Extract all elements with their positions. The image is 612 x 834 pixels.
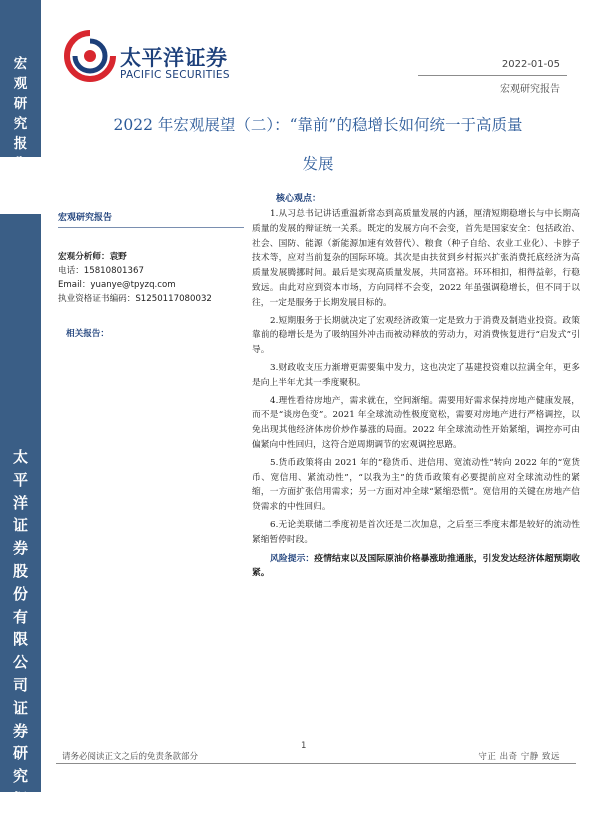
risk-warning — [252, 552, 580, 582]
sidebar-bottom-char: 股 — [12, 561, 28, 580]
sidebar-bottom-char: 证 — [12, 516, 28, 535]
brand-name-english: PACIFIC SECURITIES — [120, 69, 230, 81]
analyst-phone: 电话：15810801367 — [58, 266, 144, 276]
footer-divider — [56, 763, 576, 764]
sidebar-bottom-band — [0, 214, 41, 831]
left-divider — [58, 227, 244, 228]
report-date: 2022-01-05 — [501, 59, 560, 70]
analyst-email[interactable]: Email：yuanye@tpyzq.com — [58, 280, 176, 290]
sidebar-company-vertical — [0, 446, 41, 834]
report-title-line-2: 发展 — [302, 155, 334, 173]
analyst-info — [58, 250, 236, 306]
analyst-name: 袁野 — [109, 252, 127, 262]
sidebar-bottom-char: 司 — [12, 675, 28, 694]
analyst-line — [58, 250, 236, 264]
core-views-label: 核心观点： — [276, 194, 322, 204]
risk-warning-text: 疫情结束以及国际原油价格暴涨助推通胀，引发发达经济体超预期收紧。 — [252, 553, 580, 579]
sidebar-top-char: 究 — [13, 116, 28, 132]
report-type: 宏观研究报告 — [500, 84, 560, 95]
pacific-securities-logo-icon — [64, 30, 116, 82]
header-divider — [418, 75, 567, 76]
sidebar-bottom-char: 份 — [12, 584, 28, 603]
sidebar-top-char: 观 — [13, 76, 28, 92]
analyst-label: 宏观分析师： — [58, 252, 110, 262]
sidebar-top-char: 报 — [13, 136, 28, 152]
core-point-6: 6.无论美联储二季度初是首次还是二次加息，之后至三季度末都是较好的流动性紧缩暂停时段。 — [252, 519, 580, 545]
disclaimer-note: 请务必阅读正文之后的免责条款部分 — [62, 752, 199, 762]
sidebar-bottom-char: 有 — [12, 607, 28, 626]
report-title-line-1: 2022 年宏观展望（二）：“靠前”的稳增长如何统一于高质量 — [113, 116, 523, 134]
core-point-1: 1.从习总书记讲话重温新常态到高质量发展的内涵，厘清短期稳增长与中长期高质量的发展的辩证统一关系。既定的发展方向不会变，首先是国家安全：包括政治、社会、国防、能源（新能源加速有效替代）、粮食（种子自给、农业工业化）、卡脖子技术等，应对当前复杂的国际环境。其次是由扶贫到乡村振兴扩张消费托底经济为高质量发展腾挪时间。最后是实现高质量发展，共同富裕。环环相扣，相得益彰，行稳致远。由此对应到资本市场，方向同样不会变，2022 年虽强调稳增长，但不同于以往，一定是服务于长期发展目标的。 — [252, 209, 580, 308]
core-point-5: 5.货币政策将由 2021 年的“稳货币、进信用、宽流动性”转向 2022 年的“宽货币、宽信用、紧流动性”，“以我为主”的货币政策有必要提前应对全球流动性的紧缩，一方面扩张信用需求；另一方面对冲全球“紧缩恐慌”。宽信用的关键在房地产信贷需求的中性回归。 — [252, 457, 580, 513]
company-motto: 守正 出奇 宁静 致远 — [478, 752, 560, 762]
risk-warning-label: 风险提示： — [270, 553, 315, 564]
sidebar-bottom-char: 券 — [12, 721, 28, 740]
analyst-license: 执业资格证书编码：S1250117080032 — [58, 294, 212, 304]
core-point-3: 3.财政收支压力渐增更需要集中发力，这也决定了基建投资难以拉满全年，更多是向上半年尤其一季度聚积。 — [252, 362, 580, 388]
page-number: 1 — [301, 741, 307, 751]
sidebar-top-char: 研 — [13, 96, 28, 112]
sidebar-bottom-char: 太 — [12, 448, 28, 466]
core-views-column — [252, 191, 580, 581]
sidebar-bottom-char: 券 — [12, 539, 28, 558]
report-category-label: 宏观研究报告 — [58, 213, 113, 223]
sidebar-bottom-char: 研 — [12, 744, 28, 763]
related-reports-label: 相关报告： — [66, 329, 109, 339]
sidebar-bottom-char: 究 — [12, 767, 28, 786]
sidebar-bottom-char: 限 — [12, 630, 28, 649]
sidebar-top-char: 告 — [13, 156, 28, 172]
core-point-4: 4.理性看待房地产，需求就在，空间渐缩。需要用好需求保持房地产健康发展，而不是“谈房色变”。2021 年全球流动性极度宽松，需要对房地产进行严格调控，以免出现其他经济体房价炒作暴涨的局面。2022 年全球流动性开始紧缩，调控亦可由偏紧向中性回归，这符合逆周期调节的宏观调控思路。 — [252, 395, 580, 450]
sidebar-top-band — [0, 0, 41, 172]
sidebar-bottom-char: 洋 — [12, 493, 28, 512]
sidebar-bottom-char: 平 — [12, 470, 28, 489]
core-point-2: 2.短期服务于长期就决定了宏观经济政策一定是致力于消费及制造业投资。政策靠前的稳增长是为了吸纳国外冲击而被动释放的劳动力，对消费恢复进行“启发式”引导。 — [252, 315, 580, 356]
sidebar-top-char: 宏 — [13, 56, 28, 72]
sidebar-bottom-char: 报 — [12, 789, 28, 808]
brand-name-chinese: 太平洋证券 — [120, 46, 228, 70]
sidebar-bottom-char: 告 — [12, 812, 28, 831]
left-info-column — [58, 194, 236, 306]
sidebar-report-type-vertical — [0, 54, 41, 174]
sidebar-bottom-char: 证 — [12, 698, 28, 717]
sidebar-bottom-char: 公 — [12, 653, 28, 672]
